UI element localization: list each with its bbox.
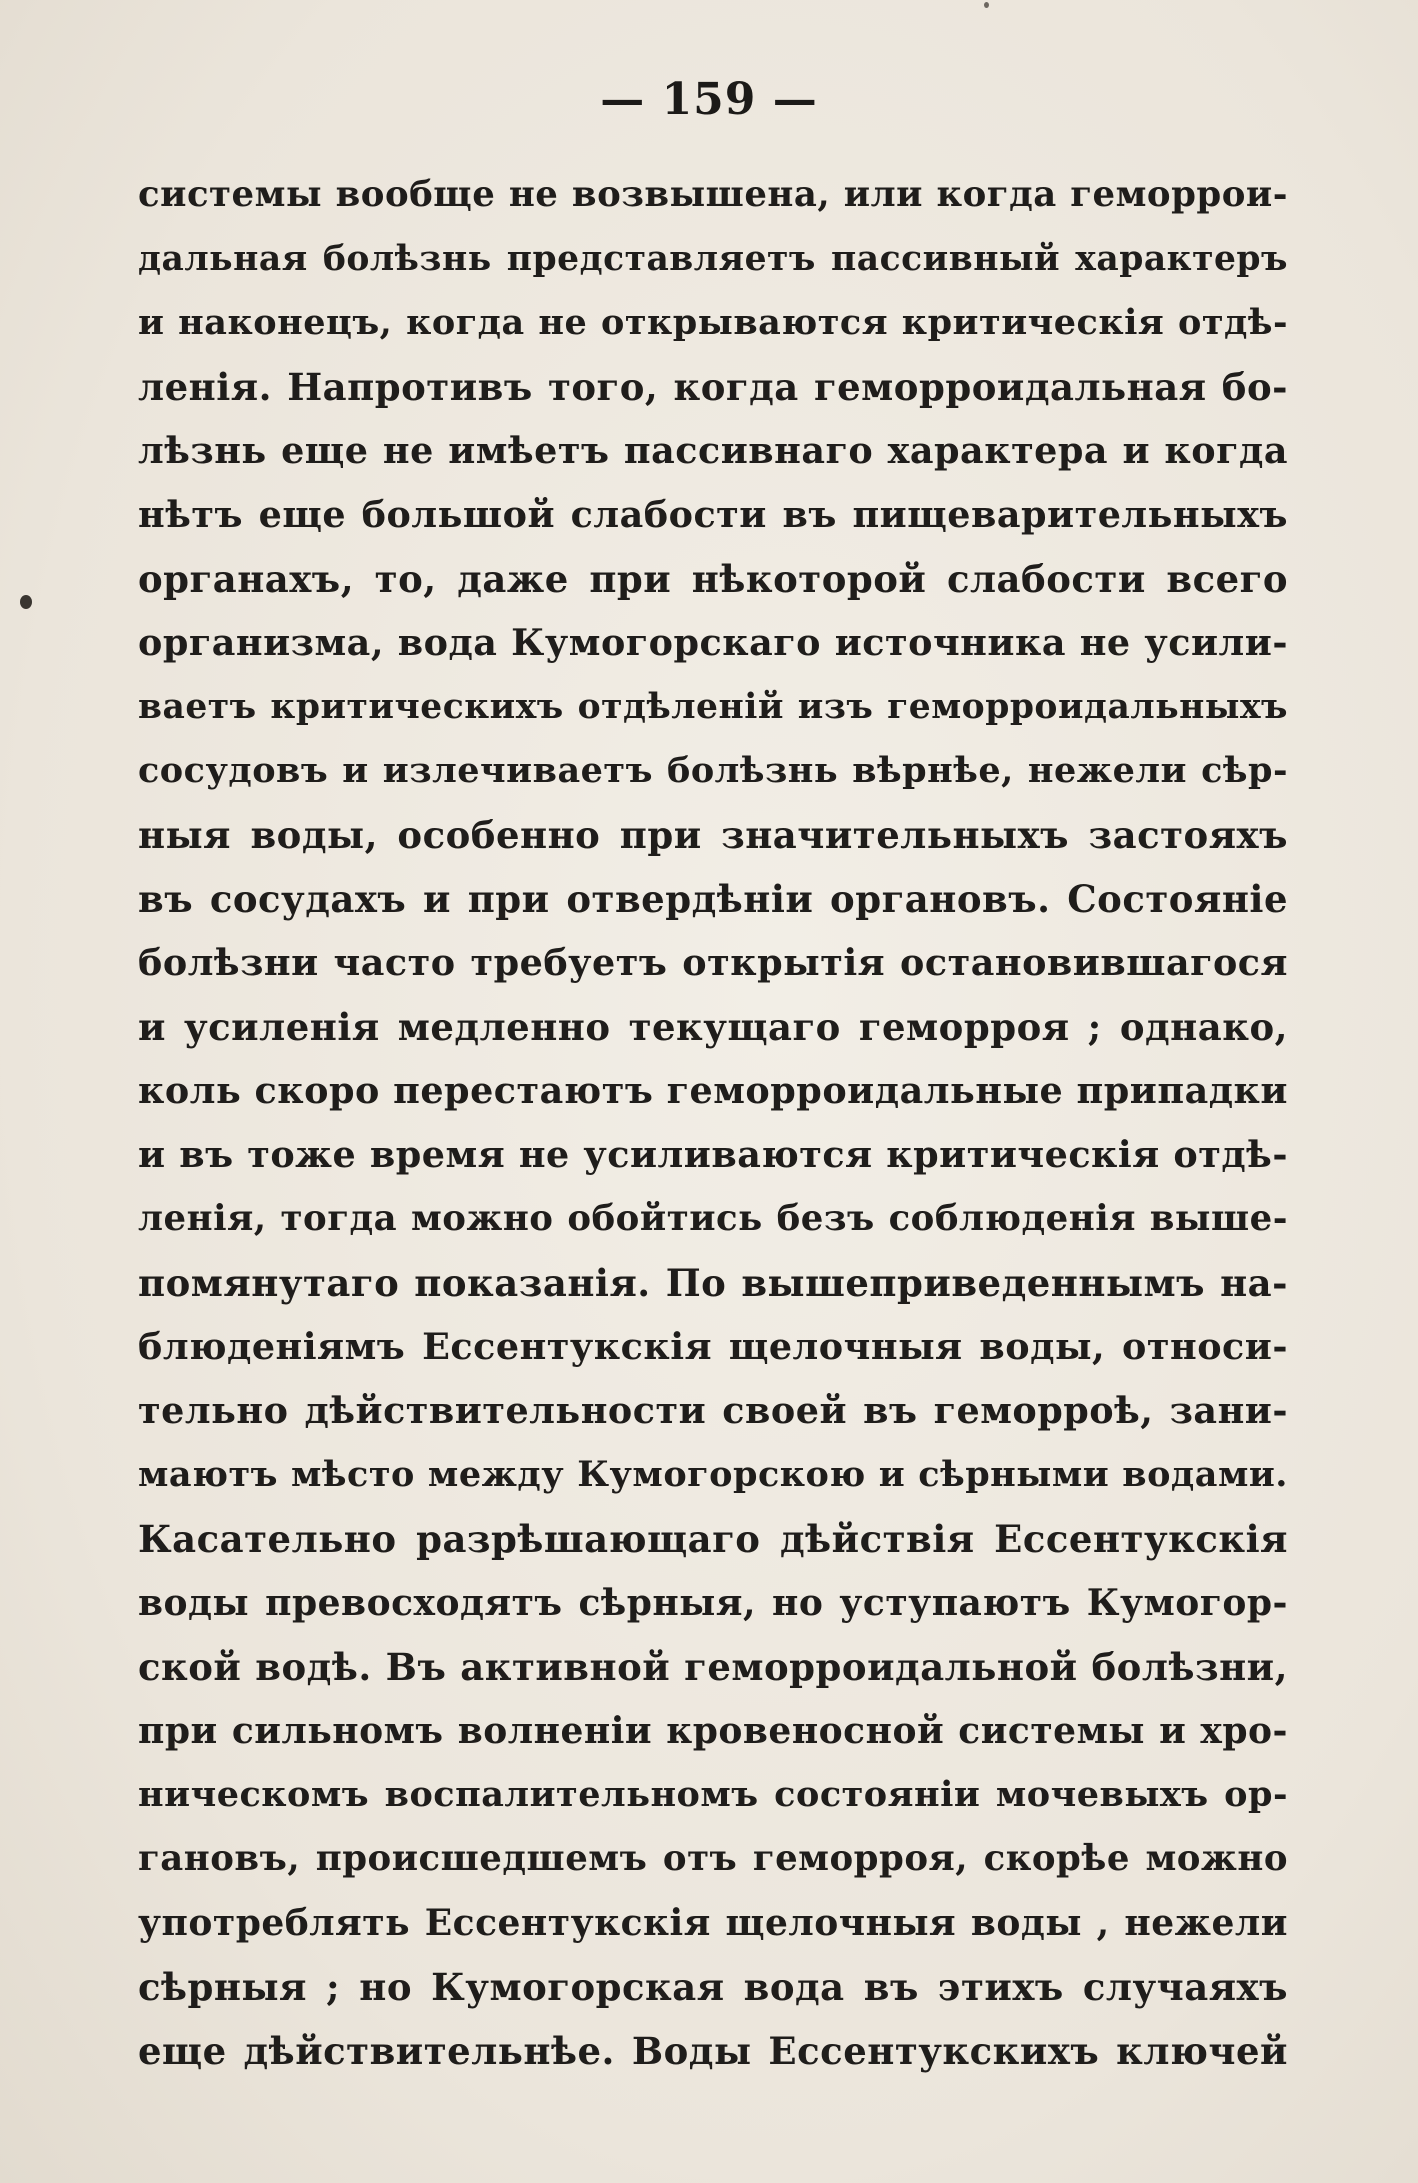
text-line-4: ленія. Напротивъ того, когда геморроидальная бо- — [138, 365, 1288, 409]
text-line-24: ской водѣ. Въ активной геморроидальной болѣзни, — [138, 1645, 1288, 1689]
text-line-17: ленія, тогда можно обойтись безъ соблюденія выше- — [138, 1198, 1288, 1239]
text-line-2: дальная болѣзнь представляетъ пассивный характеръ — [138, 239, 1288, 279]
text-line-8: организма, вода Кумогорскаго источника не усили- — [138, 621, 1288, 664]
text-line-5: лѣзнь еще не имѣетъ пассивнаго характера и когда — [138, 429, 1288, 472]
text-line-23: воды превосходятъ сѣрныя, но уступаютъ Кумогор- — [138, 1582, 1288, 1624]
page-number: — 159 — — [600, 74, 818, 125]
text-line-16: и въ тоже время не усиливаются критическія отдѣ- — [138, 1133, 1288, 1176]
margin-ink-spot — [20, 595, 32, 609]
text-line-1: системы вообще не возвышена, или когда геморрои- — [138, 174, 1288, 215]
text-line-22: Касательно разрѣшающаго дѣйствія Ессентукскія — [138, 1517, 1288, 1561]
text-line-11: ныя воды, особенно при значительныхъ застояхъ — [138, 813, 1288, 857]
text-line-18: помянутаго показанія. По вышеприведеннымъ на- — [138, 1261, 1288, 1305]
text-line-19: блюденіямъ Ессентукскія щелочныя воды, относи- — [138, 1325, 1288, 1368]
text-line-15: коль скоро перестаютъ геморроидальные припадки — [138, 1069, 1288, 1112]
body-text — [138, 163, 1288, 2083]
text-line-21: маютъ мѣсто между Кумогорскою и сѣрными водами. — [138, 1454, 1288, 1495]
text-line-12: въ сосудахъ и при отвердѣніи органовъ. Состояніе — [138, 877, 1288, 921]
text-line-25: при сильномъ волненіи кровеносной системы и хро- — [138, 1710, 1288, 1752]
text-line-14: и усиленія медленно текущаго геморроя ; однако, — [138, 1005, 1288, 1049]
text-line-27: гановъ, происшедшемъ отъ геморроя, скорѣе можно — [138, 1838, 1288, 1879]
text-line-3: и наконецъ, когда не открываются критическія отдѣ- — [138, 302, 1288, 343]
text-line-28: употреблять Ессентукскія щелочныя воды , нежели — [138, 1902, 1288, 1944]
text-line-13: болѣзни часто требуетъ открытія остановившагося — [138, 941, 1288, 984]
text-line-10: сосудовъ и излечиваетъ болѣзнь вѣрнѣе, нежели сѣр- — [138, 750, 1288, 791]
text-line-29: сѣрныя ; но Кумогорская вода въ этихъ случаяхъ — [138, 1965, 1288, 2009]
text-line-20: тельно дѣйствительности своей въ геморроѣ, зани- — [138, 1389, 1288, 1432]
text-line-6: нѣтъ еще большой слабости въ пищеварительныхъ — [138, 493, 1288, 536]
text-line-7: органахъ, то, даже при нѣкоторой слабости всего — [138, 557, 1288, 601]
text-line-9: ваетъ критическихъ отдѣленій изъ геморроидальныхъ — [138, 687, 1288, 727]
text-line-26: ническомъ воспалительномъ состояніи мочевыхъ ор- — [138, 1774, 1288, 1815]
paper-speck — [984, 2, 989, 8]
text-line-30: еще дѣйствительнѣе. Воды Ессентукскихъ ключей — [138, 2029, 1288, 2073]
